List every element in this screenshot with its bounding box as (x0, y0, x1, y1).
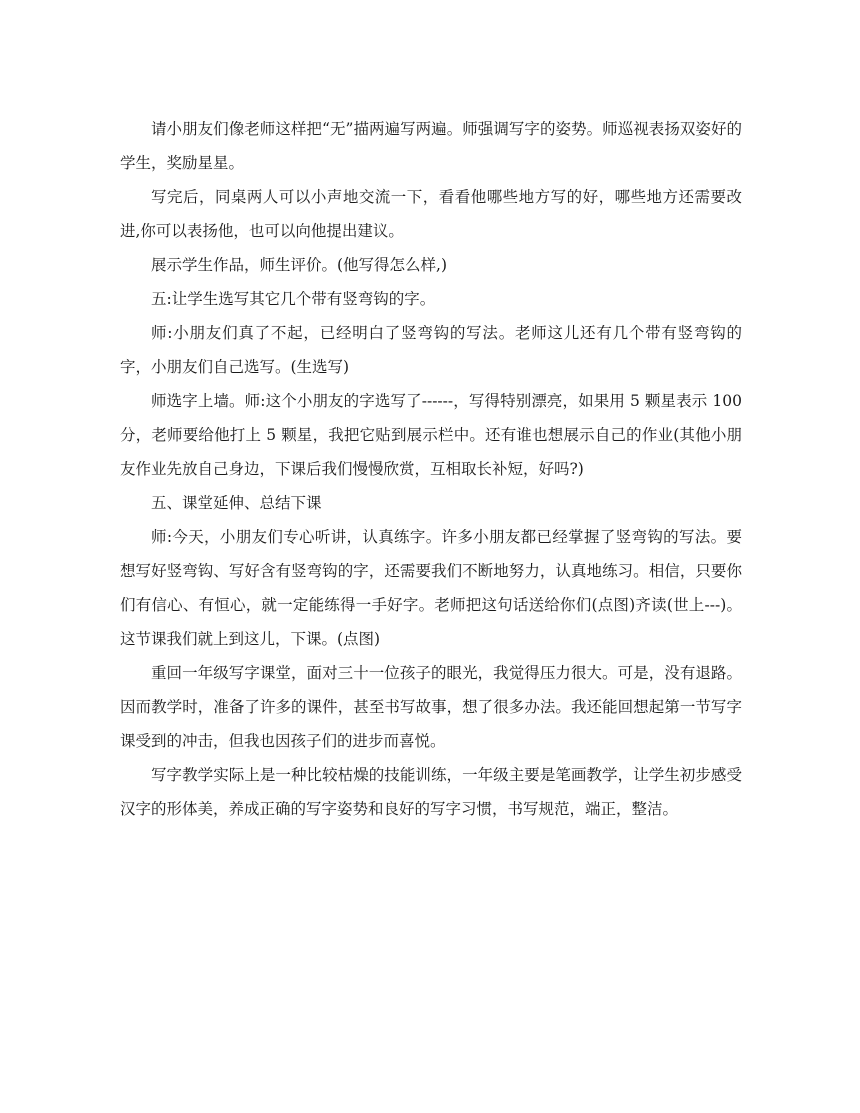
paragraph-5: 师:小朋友们真了不起，已经明白了竖弯钩的写法。老师这儿还有几个带有竖弯钩的字，小朋友们自己选写。(生选写) (120, 324, 742, 376)
paragraph-3: 展示学生作品，师生评价。(他写得怎么样,) (151, 256, 448, 274)
section-heading: 五、课堂延伸、总结下课 (151, 494, 322, 512)
paragraph-10: 写字教学实际上是一种比较枯燥的技能训练，一年级主要是笔画教学，让学生初步感受汉字的形体美，养成正确的写字姿势和良好的写字习惯，书写规范，端正，整洁。 (120, 766, 742, 818)
paragraph-4: 五:让学生选写其它几个带有竖弯钩的字。 (151, 290, 436, 308)
paragraph-2: 写完后，同桌两人可以小声地交流一下，看看他哪些地方写的好，哪些地方还需要改进,你可以表扬他，也可以向他提出建议。 (120, 188, 742, 240)
paragraph-1: 请小朋友们像老师这样把“无”描两遍写两遍。师强调写字的姿势。师巡视表扬双姿好的学生，奖励星星。 (120, 120, 742, 172)
paragraph-6: 师选字上墙。师:这个小朋友的字选写了------，写得特别漂亮，如果用 5 颗星表示 100 分，老师要给他打上 5 颗星，我把它贴到展示栏中。还有谁也想展示自己的作业(其他小朋友作业先放自己身边，下课后我们慢慢欣赏，互相取长补短，好吗?) (120, 392, 742, 478)
document-body (120, 112, 742, 826)
paragraph-8: 师:今天，小朋友们专心听讲，认真练字。许多小朋友都已经掌握了竖弯钩的写法。要想写好竖弯钩、写好含有竖弯钩的字，还需要我们不断地努力，认真地练习。相信，只要你们有信心、有恒心，就一定能练得一手好字。老师把这句话送给你们(点图)齐读(世上---)。这节课我们就上到这儿，下课。(点图) (120, 528, 742, 648)
paragraph-9: 重回一年级写字课堂，面对三十一位孩子的眼光，我觉得压力很大。可是，没有退路。因而教学时，准备了许多的课件，甚至书写故事，想了很多办法。我还能回想起第一节写字课受到的冲击，但我也因孩子们的进步而喜悦。 (120, 664, 742, 750)
